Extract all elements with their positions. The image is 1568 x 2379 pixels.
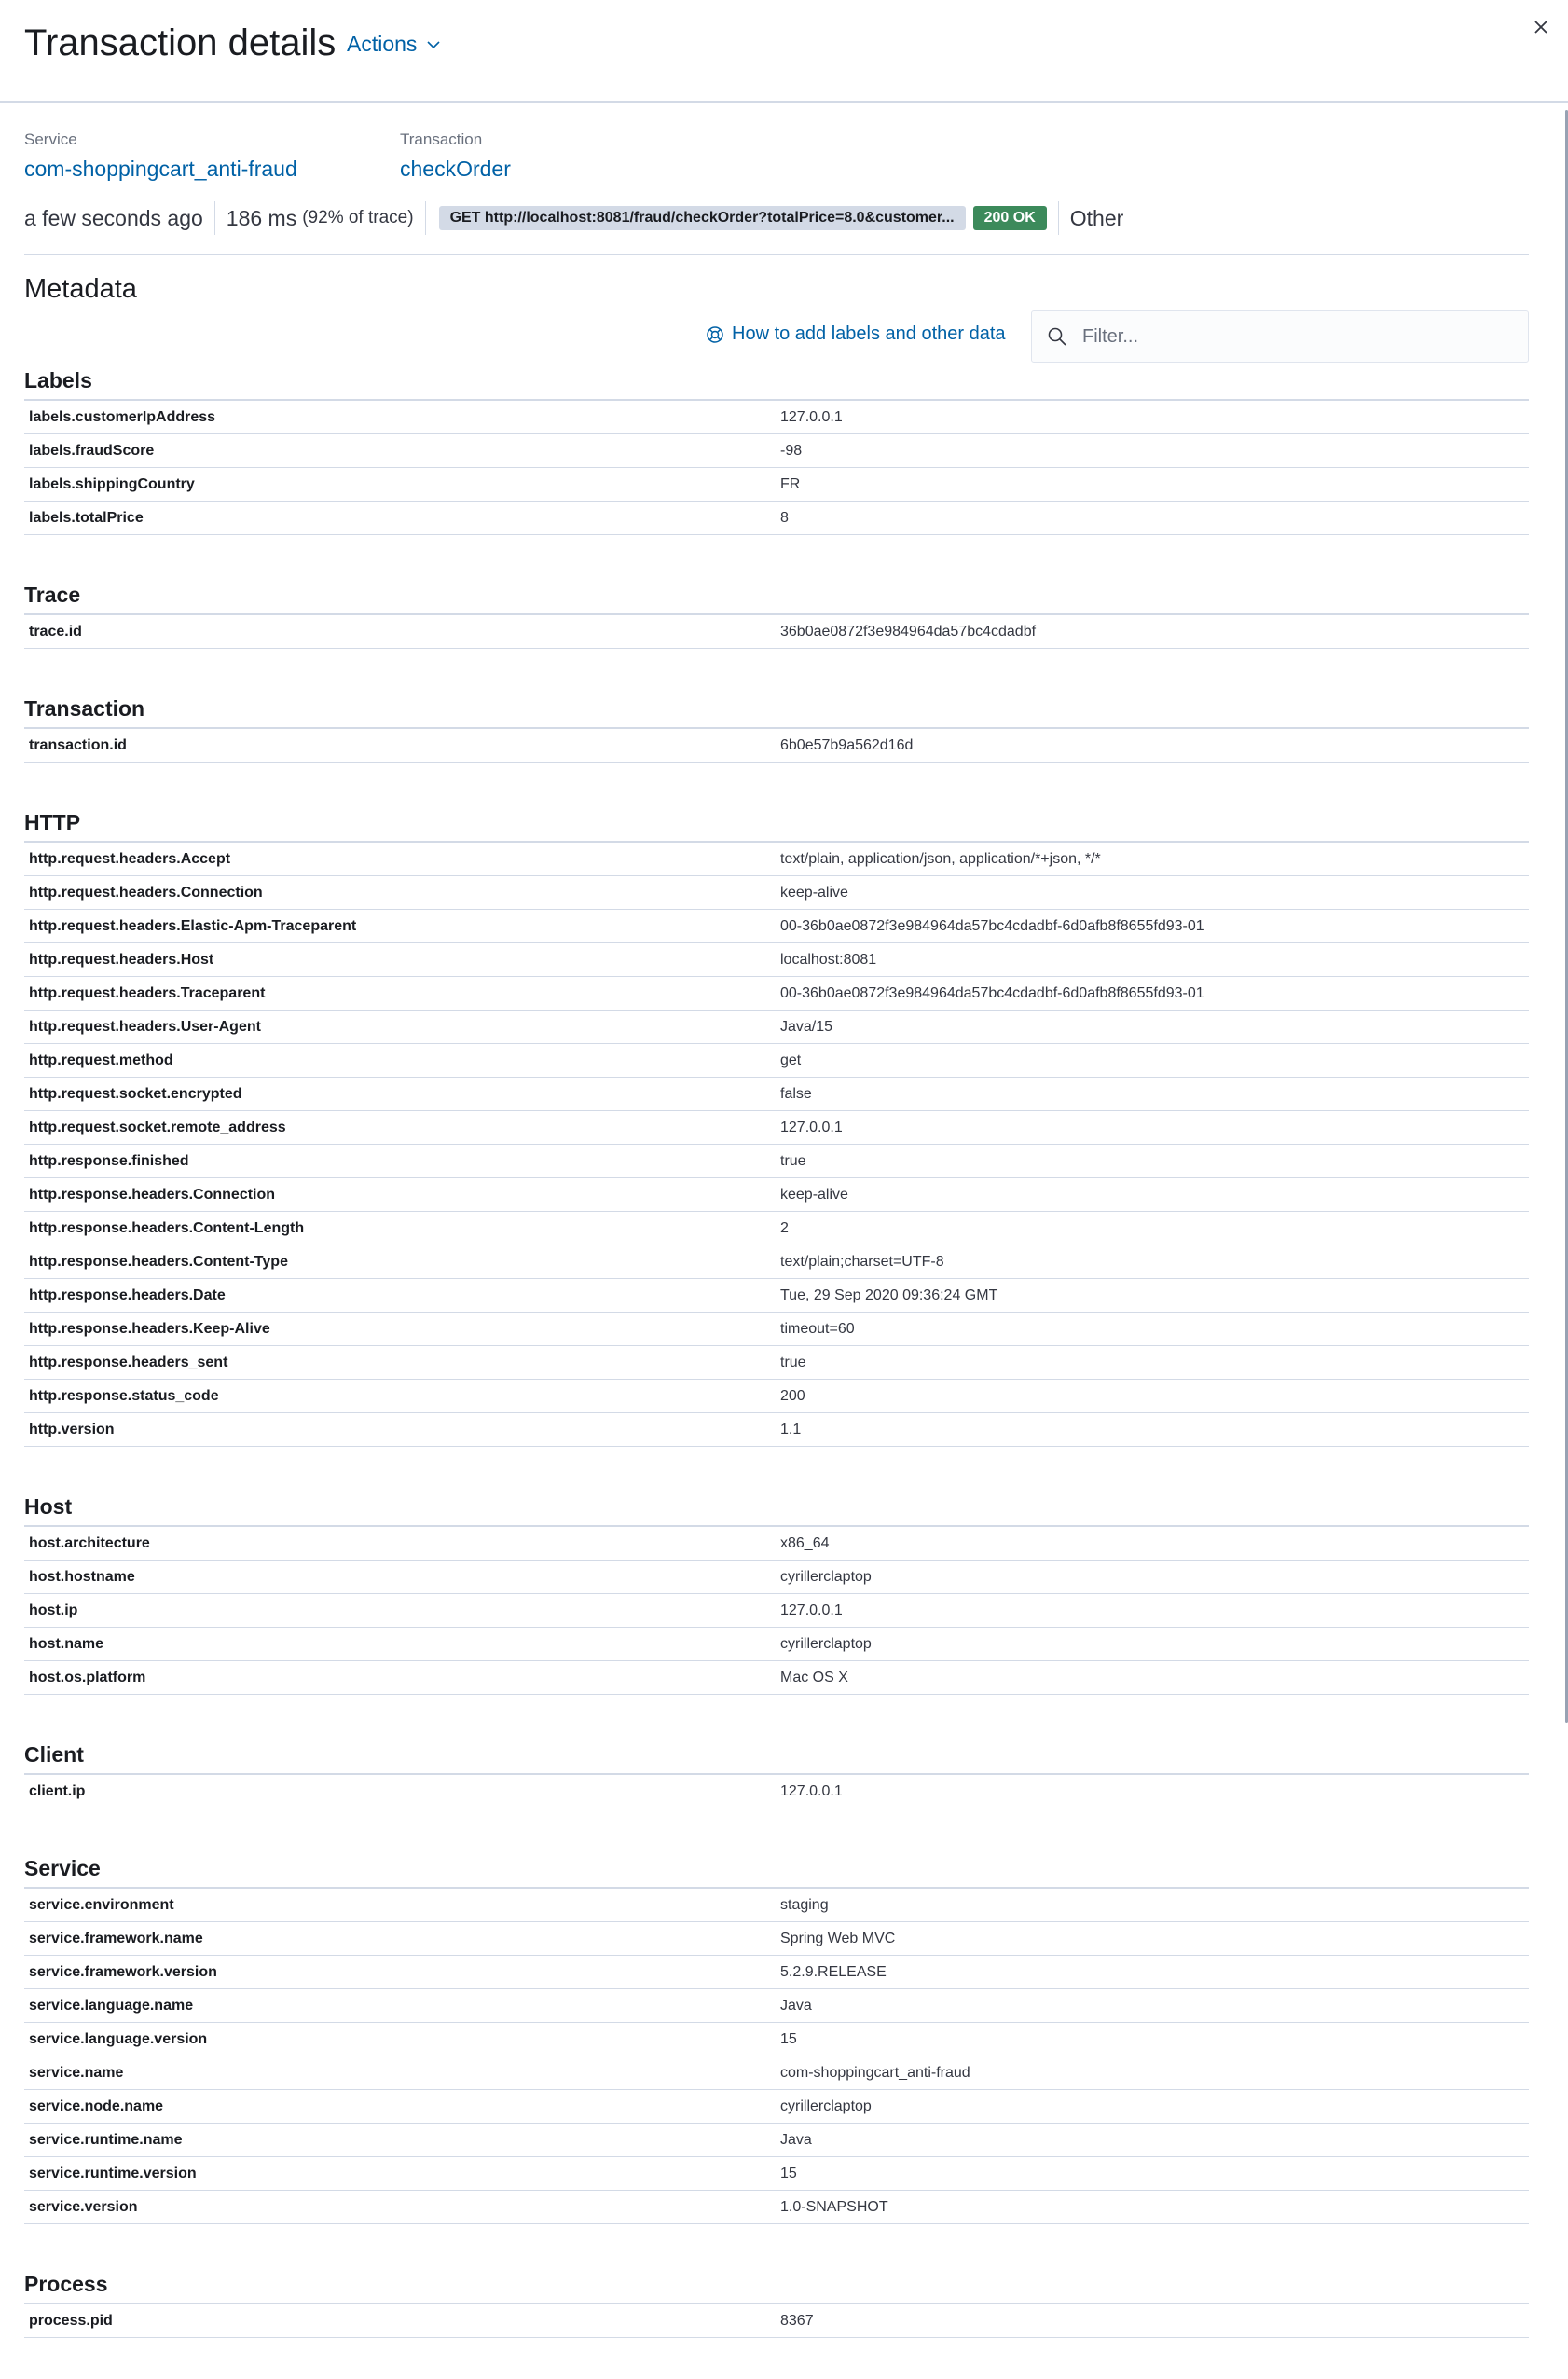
transaction-caption: Transaction [400,131,483,148]
field-key: host.hostname [29,1568,135,1585]
field-key: service.node.name [29,2097,164,2114]
field-key: labels.shippingCountry [29,475,195,492]
transaction-link[interactable]: checkOrder [400,157,511,181]
flyout-body [24,103,1529,255]
metadata-section-labels [24,362,1529,535]
result-label: Other [1069,205,1124,230]
table-row [24,1628,1529,1661]
field-value: cyrillerclaptop [780,2097,872,2114]
field-value: 127.0.0.1 [780,408,843,425]
table-row [24,1956,1529,1989]
table-row [24,729,1529,763]
table-row [24,843,1529,876]
field-key: service.language.version [29,2030,208,2047]
field-value: get [780,1052,802,1068]
field-key: service.version [29,2198,138,2215]
table-row [24,1111,1529,1145]
field-value: 5.2.9.RELEASE [780,1963,887,1980]
field-value: true [780,1152,806,1169]
table-row [24,1313,1529,1346]
field-value: 6b0e57b9a562d16d [780,736,914,753]
field-value: keep-alive [780,1186,848,1203]
table-row [24,1380,1529,1413]
table-row [24,1044,1529,1078]
metadata-section-trace [24,576,1529,649]
metadata-section-client [24,1736,1529,1808]
table-row [24,2056,1529,2090]
section-title: HTTP [24,804,1529,843]
field-key: trace.id [29,623,82,639]
timestamp: a few seconds ago [24,205,203,230]
table-row [24,1413,1529,1447]
table-row [24,1212,1529,1245]
close-icon[interactable] [1529,15,1553,39]
section-title: Process [24,2265,1529,2304]
field-value: 127.0.0.1 [780,1602,843,1618]
table-row [24,1078,1529,1111]
metadata-section-host [24,1488,1529,1695]
table-row [24,876,1529,910]
field-value: 00-36b0ae0872f3e984964da57bc4cdadbf-6d0afb8f8655fd93-01 [780,984,1204,1001]
field-value: 1.1 [780,1421,802,1437]
field-value: cyrillerclaptop [780,1568,872,1585]
field-value: Java [780,1997,812,2014]
metadata-section-http [24,804,1529,1447]
field-value: false [780,1085,812,1102]
field-value: 15 [780,2165,797,2181]
chevron-down-icon [426,37,441,52]
field-value: localhost:8081 [780,951,877,968]
field-value: text/plain;charset=UTF-8 [780,1253,944,1270]
field-key: http.version [29,1421,115,1437]
table-row [24,502,1529,535]
field-key: http.request.headers.Traceparent [29,984,266,1001]
field-value: cyrillerclaptop [780,1635,872,1652]
section-title: Host [24,1488,1529,1527]
section-title: Transaction [24,690,1529,729]
field-key: client.ip [29,1782,86,1799]
metadata-heading: Metadata [24,274,137,304]
trace-percent: (92% of trace) [302,208,414,227]
table-row [24,615,1529,649]
field-value: Spring Web MVC [780,1930,896,1946]
field-key: http.response.headers.Connection [29,1186,276,1203]
field-value: 127.0.0.1 [780,1119,843,1135]
field-key: http.request.socket.encrypted [29,1085,242,1102]
service-block [24,131,297,182]
filter-input[interactable] [1080,325,1494,349]
table-row [24,1346,1529,1380]
table-row [24,401,1529,434]
section-title: Labels [24,362,1529,401]
table-row [24,1178,1529,1212]
divider [425,201,426,235]
table-row [24,2157,1529,2191]
field-value: 8367 [780,2312,814,2329]
field-key: http.request.headers.Connection [29,884,263,901]
field-value: text/plain, application/json, application/*+json, */* [780,850,1101,867]
field-value: 2 [780,1219,789,1236]
field-value: keep-alive [780,884,848,901]
field-key: host.architecture [29,1534,150,1551]
field-key: http.request.method [29,1052,173,1068]
field-key: host.os.platform [29,1669,146,1685]
field-value: 1.0-SNAPSHOT [780,2198,888,2215]
field-value: 00-36b0ae0872f3e984964da57bc4cdadbf-6d0afb8f8655fd93-01 [780,917,1204,934]
table-row [24,1775,1529,1808]
field-key: service.runtime.name [29,2131,183,2148]
table-row [24,468,1529,502]
section-title: Trace [24,576,1529,615]
summary-bar [24,199,1123,237]
service-link[interactable]: com-shoppingcart_anti-fraud [24,157,297,181]
table-row [24,977,1529,1011]
field-value: x86_64 [780,1534,830,1551]
flyout-header [0,0,1568,103]
table-row [24,1145,1529,1178]
table-row [24,1661,1529,1695]
metadata-section-service [24,1850,1529,2224]
field-value: staging [780,1896,829,1913]
section-title: Client [24,1736,1529,1775]
field-value: FR [780,475,801,492]
table-row [24,1889,1529,1922]
help-link-label: How to add labels and other data [732,323,1006,344]
table-row [24,1989,1529,2023]
field-key: transaction.id [29,736,127,753]
field-key: http.request.headers.Accept [29,850,231,867]
status-badge: 200 OK [973,206,1047,230]
section-title: Service [24,1850,1529,1889]
table-row [24,1279,1529,1313]
field-key: http.request.headers.Host [29,951,214,968]
field-key: service.framework.version [29,1963,217,1980]
field-key: http.response.finished [29,1152,189,1169]
duration: 186 ms [226,205,297,230]
field-key: service.runtime.version [29,2165,197,2181]
field-key: labels.customerIpAddress [29,408,216,425]
service-caption: Service [24,131,77,148]
field-key: host.name [29,1635,104,1652]
field-key: http.request.socket.remote_address [29,1119,286,1135]
table-row [24,1011,1529,1044]
table-row [24,943,1529,977]
table-row [24,2191,1529,2224]
metadata-sections [24,362,1529,2379]
table-row [24,2090,1529,2124]
help-link[interactable] [706,323,1006,345]
table-row [24,1245,1529,1279]
search-icon [1047,326,1067,347]
field-key: labels.totalPrice [29,509,144,526]
page-title: Transaction details [24,22,337,63]
table-row [24,910,1529,943]
field-value: 36b0ae0872f3e984964da57bc4cdadbf [780,623,1037,639]
field-key: labels.fraudScore [29,442,155,459]
divider [1058,201,1059,235]
field-key: host.ip [29,1602,78,1618]
field-value: 15 [780,2030,797,2047]
actions-menu-button[interactable] [347,32,441,57]
transaction-summary [24,103,1529,255]
field-key: http.response.headers.Content-Type [29,1253,288,1270]
field-key: http.response.headers.Keep-Alive [29,1320,270,1337]
field-value: Tue, 29 Sep 2020 09:36:24 GMT [780,1286,998,1303]
table-row [24,2023,1529,2056]
request-url-badge: GET http://localhost:8081/fraud/checkOrder?totalPrice=8.0&customer... [439,206,966,230]
field-value: Java/15 [780,1018,833,1035]
field-key: service.environment [29,1896,174,1913]
field-key: process.pid [29,2312,113,2329]
metadata-section-process [24,2265,1529,2338]
table-row [24,1561,1529,1594]
field-key: http.request.headers.Elastic-Apm-Traceparent [29,917,357,934]
field-key: http.request.headers.User-Agent [29,1018,261,1035]
field-value: Java [780,2131,812,2148]
transaction-block [400,131,511,182]
field-value: timeout=60 [780,1320,855,1337]
field-key: http.response.status_code [29,1387,219,1404]
table-row [24,1594,1529,1628]
help-icon [706,325,724,344]
field-key: service.framework.name [29,1930,203,1946]
actions-label: Actions [347,32,418,56]
field-value: Mac OS X [780,1669,848,1685]
field-value: com-shoppingcart_anti-fraud [780,2064,970,2081]
field-value: 200 [780,1387,805,1404]
field-key: service.language.name [29,1997,194,2014]
field-key: http.response.headers.Content-Length [29,1219,305,1236]
field-key: http.response.headers_sent [29,1354,228,1370]
field-value: -98 [780,442,803,459]
filter-field[interactable] [1031,310,1529,363]
field-value: 8 [780,509,789,526]
table-row [24,2124,1529,2157]
field-key: http.response.headers.Date [29,1286,226,1303]
field-key: service.name [29,2064,124,2081]
divider [214,201,215,235]
metadata-section-transaction [24,690,1529,763]
table-row [24,1527,1529,1561]
table-row [24,434,1529,468]
field-value: 127.0.0.1 [780,1782,843,1799]
table-row [24,2304,1529,2338]
table-row [24,1922,1529,1956]
field-value: true [780,1354,806,1370]
